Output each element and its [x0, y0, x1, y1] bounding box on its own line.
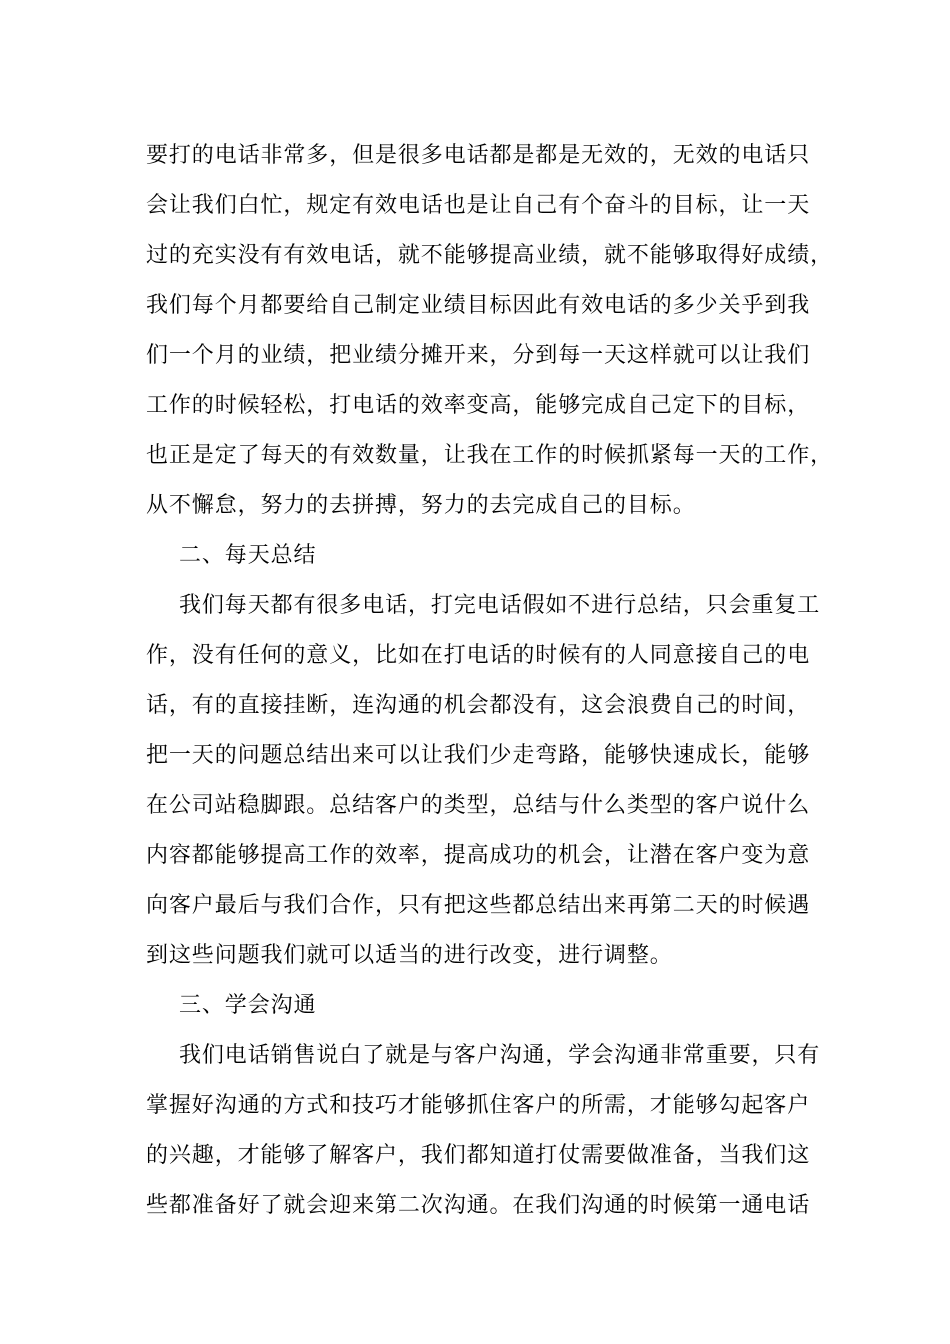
paragraph-line: 内容都能够提高工作的效率，提高成功的机会，让潜在客户变为意: [146, 843, 811, 868]
paragraph-line: 过的充实没有有效电话，就不能够提高业绩，就不能够取得好成绩，: [146, 243, 834, 268]
paragraph-line: 在公司站稳脚跟。总结客户的类型，总结与什么类型的客户说什么: [146, 793, 811, 818]
paragraph-line: 也正是定了每天的有效数量，让我在工作的时候抓紧每一天的工作，: [146, 443, 834, 468]
section-heading-learn-communication: 三、学会沟通: [179, 993, 317, 1018]
paragraph-line: 话，有的直接挂断，连沟通的机会都没有，这会浪费自己的时间，: [146, 693, 811, 718]
paragraph-line: 要打的电话非常多，但是很多电话都是都是无效的，无效的电话只: [146, 143, 811, 168]
paragraph-line: 些都准备好了就会迎来第二次沟通。在我们沟通的时候第一通电话: [146, 1193, 811, 1218]
paragraph-line: 会让我们白忙，规定有效电话也是让自己有个奋斗的目标，让一天: [146, 193, 811, 218]
paragraph-line: 作，没有任何的意义，比如在打电话的时候有的人同意接自己的电: [146, 643, 811, 668]
paragraph-line: 把一天的问题总结出来可以让我们少走弯路，能够快速成长，能够: [146, 743, 811, 768]
paragraph-line: 掌握好沟通的方式和技巧才能够抓住客户的所需，才能够勾起客户: [146, 1093, 811, 1118]
paragraph-line: 我们电话销售说白了就是与客户沟通，学会沟通非常重要，只有: [179, 1043, 821, 1068]
paragraph-line: 工作的时候轻松，打电话的效率变高，能够完成自己定下的目标，: [146, 393, 811, 418]
paragraph-line: 到这些问题我们就可以适当的进行改变，进行调整。: [146, 943, 673, 968]
paragraph-line: 向客户最后与我们合作，只有把这些都总结出来再第二天的时候遇: [146, 893, 811, 918]
section-heading-daily-summary: 二、每天总结: [179, 543, 317, 568]
paragraph-line: 从不懈怠，努力的去拼搏，努力的去完成自己的目标。: [146, 493, 696, 518]
paragraph-line: 们一个月的业绩，把业绩分摊开来，分到每一天这样就可以让我们: [146, 343, 811, 368]
paragraph-line: 我们每个月都要给自己制定业绩目标因此有效电话的多少关乎到我: [146, 293, 811, 318]
paragraph-line: 我们每天都有很多电话，打完电话假如不进行总结，只会重复工: [179, 593, 821, 618]
document-body: [146, 131, 836, 1231]
paragraph-line: 的兴趣，才能够了解客户，我们都知道打仗需要做准备，当我们这: [146, 1143, 811, 1168]
